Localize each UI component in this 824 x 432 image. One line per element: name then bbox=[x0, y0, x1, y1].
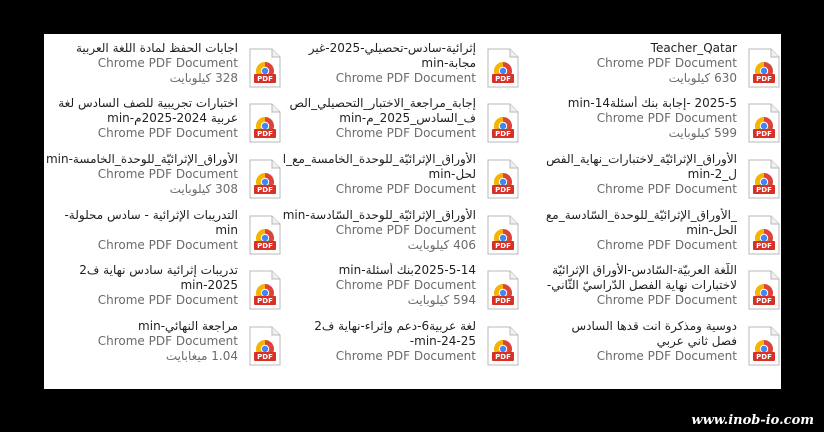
pdf-file-icon bbox=[248, 215, 282, 255]
file-item[interactable] bbox=[44, 261, 282, 311]
pdf-file-icon bbox=[486, 159, 520, 199]
file-meta: Chrome PDF Document bbox=[97, 167, 238, 181]
file-meta: Chrome PDF Document bbox=[596, 111, 737, 125]
file-text bbox=[543, 263, 737, 308]
pdf-badge-text: PDF bbox=[257, 75, 273, 83]
file-text bbox=[282, 319, 476, 364]
chrome-pdf-icon bbox=[248, 103, 282, 143]
file-meta: Chrome PDF Document bbox=[335, 126, 476, 140]
pdf-badge-text: PDF bbox=[257, 353, 273, 361]
pdf-file-icon bbox=[747, 48, 781, 88]
file-meta: Chrome PDF Document bbox=[596, 349, 737, 363]
file-text bbox=[282, 41, 476, 86]
file-item[interactable] bbox=[543, 317, 781, 367]
file-item[interactable] bbox=[282, 206, 520, 256]
pdf-file-icon bbox=[747, 215, 781, 255]
pdf-file-icon bbox=[486, 326, 520, 366]
file-name: تدريبات إثرائية سادس نهاية ف2 bbox=[79, 263, 238, 277]
file-meta: Chrome PDF Document bbox=[335, 278, 476, 292]
file-meta: Chrome PDF Document bbox=[97, 238, 238, 252]
chrome-pdf-icon bbox=[248, 159, 282, 199]
file-name: الأوراق_الإثرائيّة_للوحدة_الخامسة-min bbox=[45, 152, 238, 166]
file-name: إثرائية-سادس-تحصيلي-2025-غير bbox=[308, 41, 476, 55]
chrome-pdf-icon bbox=[747, 270, 781, 310]
file-item[interactable] bbox=[282, 94, 520, 144]
file-meta: Chrome PDF Document bbox=[596, 182, 737, 196]
pdf-file-icon bbox=[248, 159, 282, 199]
file-name: 2025-5-14بنك أسئلة-min bbox=[338, 263, 476, 277]
file-name: فصل ثاني عربي bbox=[656, 334, 737, 348]
pdf-badge-text: PDF bbox=[495, 130, 511, 138]
file-item[interactable] bbox=[282, 150, 520, 200]
chrome-pdf-icon bbox=[747, 159, 781, 199]
file-name: _الأوراق_الإثرائيّة_للوحدة_السّادسة_مع bbox=[545, 208, 737, 222]
chrome-pdf-icon bbox=[486, 215, 520, 255]
file-item[interactable] bbox=[44, 206, 282, 256]
file-name: ل_2-min bbox=[687, 167, 737, 181]
pdf-badge-text: PDF bbox=[756, 242, 772, 250]
file-item[interactable] bbox=[543, 39, 781, 89]
pdf-badge-text: PDF bbox=[257, 130, 273, 138]
file-item[interactable] bbox=[44, 94, 282, 144]
file-text bbox=[543, 152, 737, 197]
file-name: اللّغة العربيّة-السّادس-الأوراق الإثرائيّة bbox=[552, 263, 737, 277]
file-name: لحل-min bbox=[428, 167, 476, 181]
pdf-file-icon bbox=[486, 270, 520, 310]
file-item[interactable] bbox=[543, 150, 781, 200]
file-meta: 1.04 ميغابايت bbox=[165, 349, 238, 363]
pdf-badge-text: PDF bbox=[257, 242, 273, 250]
file-item[interactable] bbox=[44, 317, 282, 367]
file-name: عربية 2024-2025م-min bbox=[107, 111, 238, 125]
file-text bbox=[44, 319, 238, 364]
file-name: لاختبارات نهاية الفصل الدّراسيّ الثّاني- bbox=[546, 278, 737, 292]
pdf-badge-text: PDF bbox=[495, 75, 511, 83]
pdf-badge-text: PDF bbox=[756, 75, 772, 83]
pdf-badge-text: PDF bbox=[495, 186, 511, 194]
pdf-file-icon bbox=[248, 326, 282, 366]
pdf-file-icon bbox=[248, 270, 282, 310]
file-meta: 594 كيلوبايت bbox=[407, 293, 476, 307]
file-meta: 406 كيلوبايت bbox=[407, 238, 476, 252]
file-name: ف_السادس_2025_م-min bbox=[339, 111, 476, 125]
file-name: 24-25-min- bbox=[409, 334, 476, 348]
pdf-file-icon bbox=[747, 326, 781, 366]
file-meta: 328 كيلوبايت bbox=[169, 71, 238, 85]
watermark: www.inob-io.com bbox=[691, 413, 814, 428]
file-meta: Chrome PDF Document bbox=[335, 223, 476, 237]
file-text bbox=[543, 96, 737, 141]
file-name: الأوراق_الإثرائيّة_للوحدة_السّادسة-min bbox=[282, 208, 476, 222]
file-text bbox=[282, 152, 476, 197]
file-item[interactable] bbox=[543, 206, 781, 256]
file-meta: Chrome PDF Document bbox=[97, 293, 238, 307]
file-item[interactable] bbox=[44, 39, 282, 89]
pdf-file-icon bbox=[747, 270, 781, 310]
pdf-badge-text: PDF bbox=[756, 130, 772, 138]
file-explorer-content bbox=[44, 34, 781, 389]
file-meta: Chrome PDF Document bbox=[335, 182, 476, 196]
pdf-badge-text: PDF bbox=[257, 297, 273, 305]
file-name: 2025-min bbox=[180, 278, 238, 292]
file-name: اجابات الحفظ لمادة اللغة العربية bbox=[75, 41, 238, 55]
file-meta: Chrome PDF Document bbox=[97, 56, 238, 70]
pdf-badge-text: PDF bbox=[756, 297, 772, 305]
pdf-badge-text: PDF bbox=[495, 353, 511, 361]
file-name: الأوراق_الإثرائيّة_لاختبارات_نهاية_الفص bbox=[546, 152, 737, 166]
pdf-file-icon bbox=[486, 48, 520, 88]
chrome-pdf-icon bbox=[248, 326, 282, 366]
file-item[interactable] bbox=[282, 317, 520, 367]
file-name: min bbox=[215, 223, 238, 237]
file-text bbox=[44, 41, 238, 86]
file-text bbox=[282, 96, 476, 141]
file-name: الحل-min bbox=[686, 223, 737, 237]
file-text bbox=[543, 208, 737, 253]
chrome-pdf-icon bbox=[248, 270, 282, 310]
file-name: 2025-5 -إجابة بنك أسئلة14-min bbox=[567, 96, 737, 110]
file-meta: 599 كيلوبايت bbox=[668, 126, 737, 140]
file-text bbox=[44, 208, 238, 253]
file-name: التدريبات الإثرائية - سادس محلولة- bbox=[64, 208, 238, 222]
pdf-file-icon bbox=[248, 103, 282, 143]
file-meta: 308 كيلوبايت bbox=[169, 182, 238, 196]
file-name: الأوراق_الإثرائيّة_للوحدة_الخامسة_مع_ا bbox=[282, 152, 476, 166]
file-text bbox=[282, 208, 476, 253]
file-item[interactable] bbox=[282, 39, 520, 89]
pdf-badge-text: PDF bbox=[495, 297, 511, 305]
chrome-pdf-icon bbox=[486, 103, 520, 143]
file-meta: Chrome PDF Document bbox=[335, 349, 476, 363]
chrome-pdf-icon bbox=[248, 215, 282, 255]
file-meta: Chrome PDF Document bbox=[596, 293, 737, 307]
file-name: مراجعة النهائي-min bbox=[138, 319, 238, 333]
file-meta: Chrome PDF Document bbox=[596, 238, 737, 252]
file-item[interactable] bbox=[543, 261, 781, 311]
file-text bbox=[543, 319, 737, 364]
file-name: إجابة_مراجعة_الاختبار_التحصيلي_الص bbox=[289, 96, 476, 110]
file-name: مجابة-min bbox=[421, 56, 476, 70]
chrome-pdf-icon bbox=[486, 48, 520, 88]
pdf-file-icon bbox=[486, 215, 520, 255]
pdf-badge-text: PDF bbox=[756, 353, 772, 361]
chrome-pdf-icon bbox=[248, 48, 282, 88]
file-item[interactable] bbox=[543, 94, 781, 144]
pdf-file-icon bbox=[486, 103, 520, 143]
file-meta: Chrome PDF Document bbox=[97, 126, 238, 140]
file-column-1 bbox=[543, 34, 781, 389]
file-meta: 630 كيلوبايت bbox=[668, 71, 737, 85]
file-meta: Chrome PDF Document bbox=[97, 334, 238, 348]
chrome-pdf-icon bbox=[486, 270, 520, 310]
chrome-pdf-icon bbox=[486, 159, 520, 199]
pdf-badge-text: PDF bbox=[495, 242, 511, 250]
file-text bbox=[44, 263, 238, 308]
pdf-file-icon bbox=[747, 159, 781, 199]
file-item[interactable] bbox=[282, 261, 520, 311]
file-text bbox=[282, 263, 476, 308]
file-text bbox=[543, 41, 737, 86]
pdf-file-icon bbox=[747, 103, 781, 143]
file-text bbox=[44, 152, 238, 197]
chrome-pdf-icon bbox=[486, 326, 520, 366]
chrome-pdf-icon bbox=[747, 48, 781, 88]
chrome-pdf-icon bbox=[747, 215, 781, 255]
file-name: لغة عربية6-دعم وإثراء-نهاية ف2 bbox=[314, 319, 476, 333]
file-name: Teacher_Qatar bbox=[650, 41, 737, 55]
file-column-3 bbox=[44, 34, 282, 389]
file-column-2 bbox=[282, 34, 520, 389]
file-name: دوسية ومذكرة انت قدها السادس bbox=[571, 319, 737, 333]
file-meta: Chrome PDF Document bbox=[335, 71, 476, 85]
chrome-pdf-icon bbox=[747, 326, 781, 366]
pdf-file-icon bbox=[248, 48, 282, 88]
file-item[interactable] bbox=[44, 150, 282, 200]
file-name: اختبارات تجريبية للصف السادس لغة bbox=[58, 96, 238, 110]
file-meta: Chrome PDF Document bbox=[596, 56, 737, 70]
file-text bbox=[44, 96, 238, 141]
chrome-pdf-icon bbox=[747, 103, 781, 143]
pdf-badge-text: PDF bbox=[257, 186, 273, 194]
pdf-badge-text: PDF bbox=[756, 186, 772, 194]
